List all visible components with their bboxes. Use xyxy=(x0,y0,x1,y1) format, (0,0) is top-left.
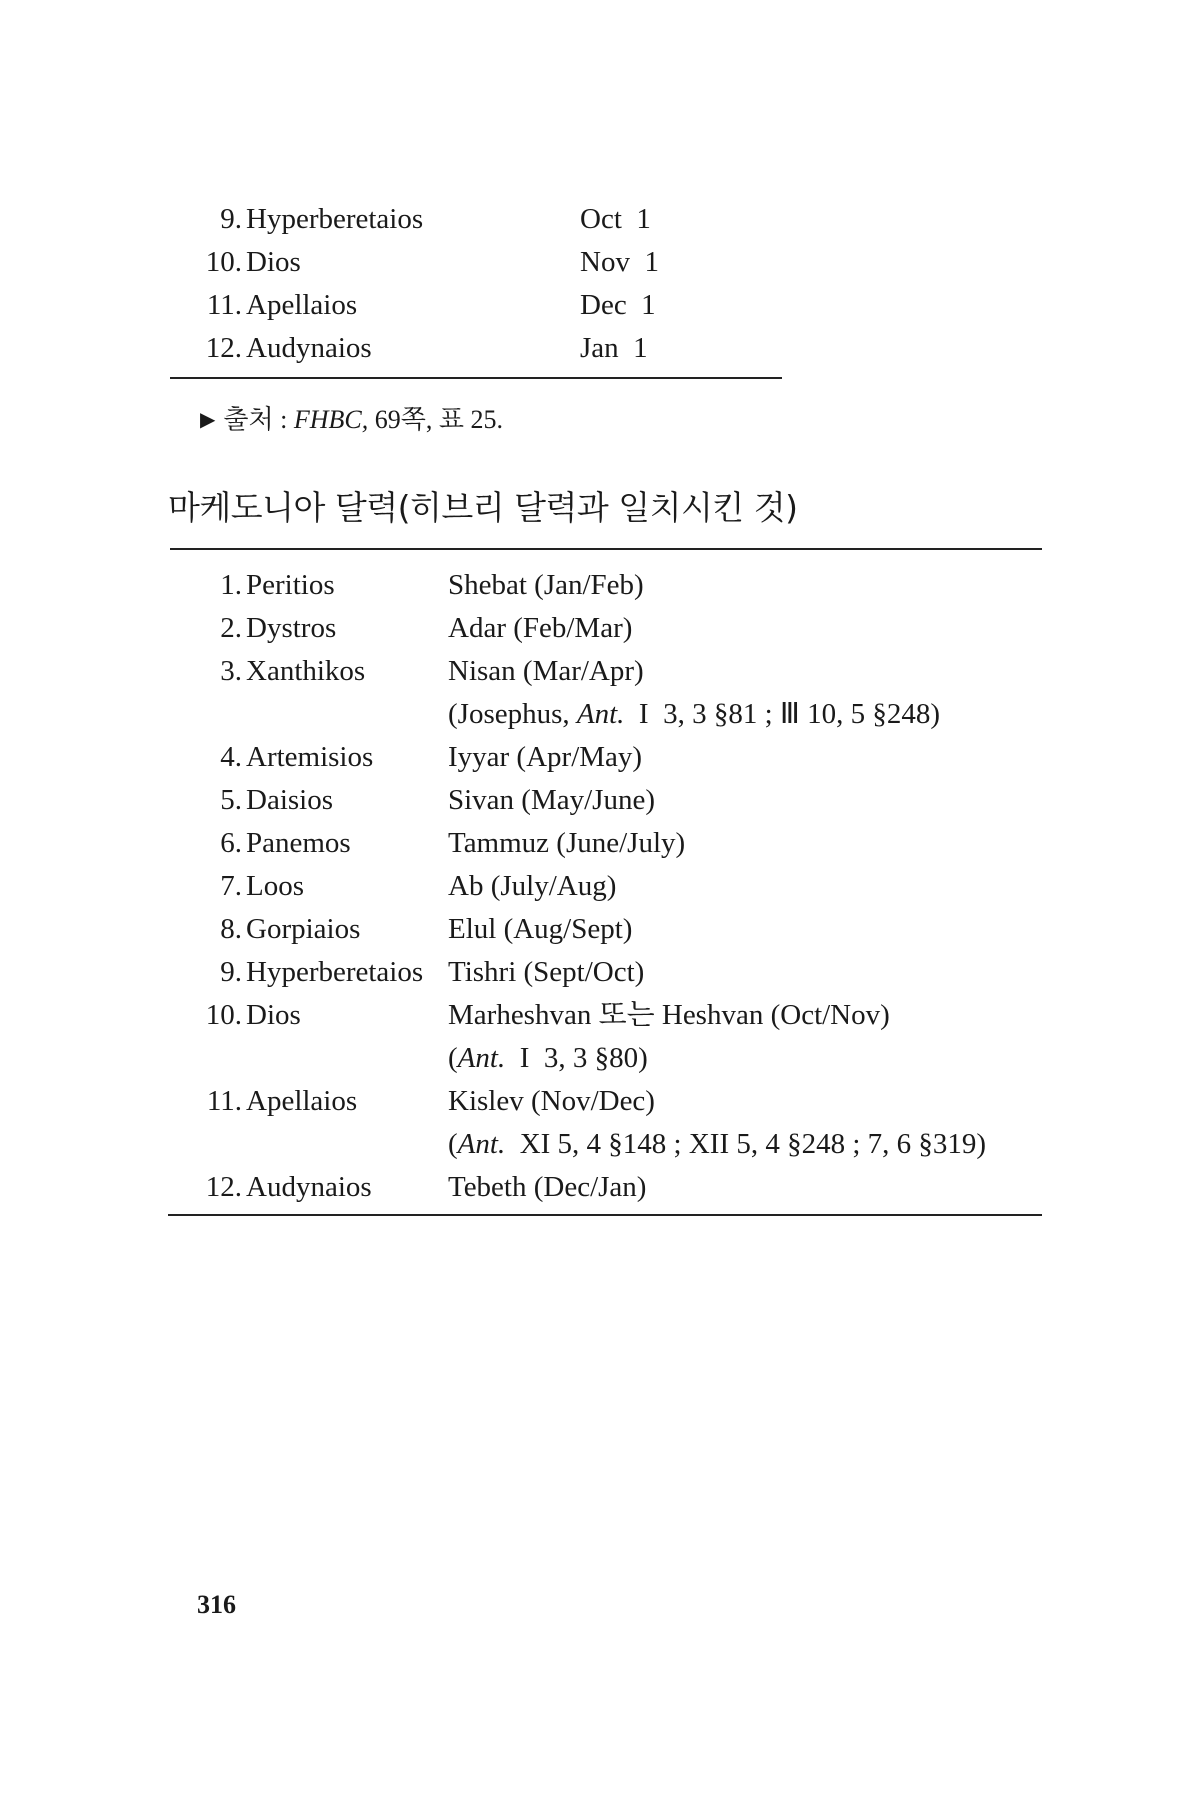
citation-pre: ( xyxy=(448,1128,458,1160)
month-number: 10. xyxy=(205,999,242,1031)
month-start-date: Dec 1 xyxy=(580,289,656,321)
table-row xyxy=(170,284,780,327)
month-number: 7. xyxy=(220,870,242,902)
citation-pre: (Josephus, xyxy=(448,698,577,730)
table-row xyxy=(170,865,1042,908)
table-row xyxy=(170,607,1042,650)
citation-work: Ant. xyxy=(576,698,625,730)
month-number: 3. xyxy=(220,655,242,687)
macedonian-month: Dios xyxy=(246,999,301,1031)
page-number: 316 xyxy=(197,1590,236,1619)
table-row xyxy=(170,564,1042,607)
month-number: 1. xyxy=(220,569,242,601)
table-row xyxy=(170,736,1042,779)
table-row xyxy=(170,822,1042,865)
citation-ref: XI 5, 4 §148 ; XII 5, 4 §248 ; 7, 6 §319) xyxy=(505,1128,987,1160)
table-row xyxy=(170,1037,1042,1080)
macedonian-month: Panemos xyxy=(246,827,351,859)
hebrew-month: Tishri (Sept/Oct) xyxy=(448,956,645,988)
macedonian-month: Xanthikos xyxy=(246,655,366,687)
table-row xyxy=(170,779,1042,822)
month-number: 11. xyxy=(206,1085,242,1117)
source-note xyxy=(200,402,503,440)
table-row xyxy=(170,241,780,284)
table-row xyxy=(170,1123,1042,1166)
month-name: Audynaios xyxy=(246,332,372,364)
table-row xyxy=(170,198,780,241)
citation-pre: ( xyxy=(448,1042,458,1074)
hebrew-month: Ab (July/Aug) xyxy=(448,870,617,902)
month-start-date: Jan 1 xyxy=(580,332,648,364)
month-number: 2. xyxy=(220,612,242,644)
citation xyxy=(448,1037,648,1080)
table-row xyxy=(170,951,1042,994)
section-heading: 마케도니아 달력(히브리 달력과 일치시킨 것) xyxy=(168,488,798,527)
month-number: 6. xyxy=(220,827,242,859)
table-row xyxy=(170,327,780,370)
hebrew-month: Nisan (Mar/Apr) xyxy=(448,655,644,687)
month-number: 9. xyxy=(220,956,242,988)
citation-ref: I 3, 3 §81 ; Ⅲ 10, 5 §248) xyxy=(624,698,941,730)
month-number: 12. xyxy=(205,332,242,364)
hebrew-month: Tebeth (Dec/Jan) xyxy=(448,1171,647,1203)
hebrew-month: Marheshvan 또는 Heshvan (Oct/Nov) xyxy=(448,999,890,1031)
macedonian-month: Loos xyxy=(246,870,304,902)
citation-work: Ant. xyxy=(457,1128,506,1160)
month-number: 9. xyxy=(220,203,242,235)
month-name: Dios xyxy=(246,246,301,278)
month-name: Hyperberetaios xyxy=(246,203,424,235)
source-suffix: 69쪽, 표 25. xyxy=(368,405,503,434)
macedonian-month: Audynaios xyxy=(246,1171,372,1203)
citation xyxy=(448,693,940,736)
macedonian-calendar-table xyxy=(170,564,1042,1209)
table-top-rule xyxy=(170,548,1042,550)
hebrew-month: Shebat (Jan/Feb) xyxy=(448,569,644,601)
citation xyxy=(448,1123,986,1166)
month-number: 10. xyxy=(205,246,242,278)
macedonian-month: Daisios xyxy=(246,784,333,816)
month-start-date: Oct 1 xyxy=(580,203,651,235)
macedonian-month: Dystros xyxy=(246,612,337,644)
macedonian-month: Hyperberetaios xyxy=(246,956,424,988)
citation-work: Ant. xyxy=(457,1042,506,1074)
macedonian-month: Artemisios xyxy=(246,741,374,773)
hebrew-month: Sivan (May/June) xyxy=(448,784,655,816)
hebrew-month: Iyyar (Apr/May) xyxy=(448,741,643,773)
hebrew-month: Tammuz (June/July) xyxy=(448,827,686,859)
hebrew-month: Elul (Aug/Sept) xyxy=(448,913,633,945)
macedonian-month: Apellaios xyxy=(246,1085,358,1117)
table-row xyxy=(170,908,1042,951)
hebrew-month: Kislev (Nov/Dec) xyxy=(448,1085,655,1117)
table-row xyxy=(170,650,1042,693)
table-bottom-rule xyxy=(170,377,782,379)
triangle-marker-icon: ▶ xyxy=(200,409,216,431)
source-title: FHBC, xyxy=(293,405,369,434)
month-number: 8. xyxy=(220,913,242,945)
table-row xyxy=(170,994,1042,1037)
month-number: 5. xyxy=(220,784,242,816)
month-number: 12. xyxy=(205,1171,242,1203)
month-start-date: Nov 1 xyxy=(580,246,659,278)
month-name: Apellaios xyxy=(246,289,358,321)
table-bottom-rule xyxy=(168,1214,1042,1216)
table-row xyxy=(170,1080,1042,1123)
calendar-table-continued xyxy=(170,198,780,370)
macedonian-month: Gorpiaios xyxy=(246,913,361,945)
month-number: 11. xyxy=(206,289,242,321)
month-number: 4. xyxy=(220,741,242,773)
citation-ref: I 3, 3 §80) xyxy=(505,1042,648,1074)
macedonian-month: Peritios xyxy=(246,569,335,601)
source-prefix: 출처 : xyxy=(223,405,294,434)
table-row xyxy=(170,693,1042,736)
hebrew-month: Adar (Feb/Mar) xyxy=(448,612,633,644)
table-row xyxy=(170,1166,1042,1209)
